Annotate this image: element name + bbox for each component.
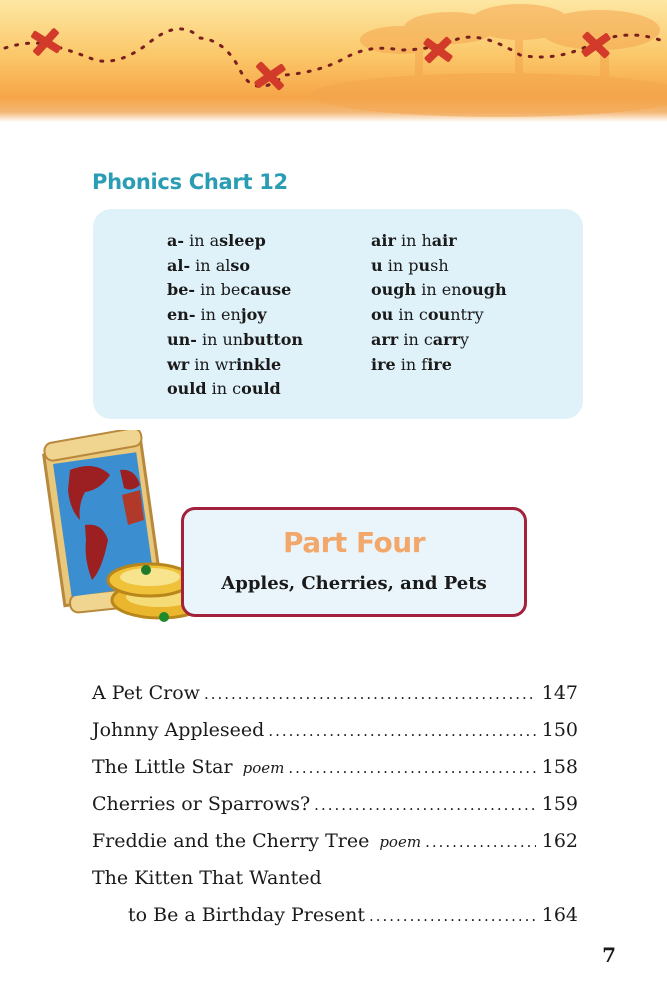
toc-leader-dots [204,685,536,703]
toc-page-number: 147 [541,682,578,704]
phonics-pattern: un- [167,329,197,349]
phonics-column-left [167,229,303,402]
phonics-example-part: in [206,379,233,399]
palm-tree-silhouettes [310,4,667,117]
phonics-example-part: in [195,280,221,300]
phonics-example-part: p [408,255,419,275]
phonics-example-part: in [196,329,223,349]
phonics-example-part: cause [240,280,292,300]
toc-title: The Little Star [92,756,233,778]
toc-page-number: 150 [541,719,578,741]
phonics-chart-item [167,328,303,353]
toc-leader-dots [314,796,536,814]
toc-entry[interactable] [92,867,578,904]
toc-title: Freddie and the Cherry Tree [92,830,370,852]
phonics-pattern: air [371,231,396,250]
phonics-example-part: f [421,354,428,374]
phonics-example-part: so [230,255,251,275]
phonics-pattern: en- [167,305,196,325]
toc-title: A Pet Crow [92,682,200,704]
phonics-pattern: al- [167,255,191,275]
phonics-chart-item [167,254,303,279]
toc-title: Cherries or Sparrows? [92,793,311,815]
part-heading-box [181,507,527,617]
toc-page-number: 164 [541,904,578,926]
phonics-chart-item [371,254,507,279]
part-subtitle: Apples, Cherries, and Pets [221,573,487,594]
phonics-chart-item [371,278,507,303]
phonics-example-part: in [382,255,409,275]
phonics-example-part: sh [430,255,449,275]
phonics-pattern: ould [167,379,207,399]
toc-leader-dots [425,833,536,851]
phonics-example-part: in [395,231,422,250]
phonics-pattern: u [371,255,383,275]
phonics-example-part: wr [214,354,237,374]
treasure-map-banner [0,0,667,122]
phonics-example-part: be [220,280,241,300]
toc-entry[interactable] [92,904,578,941]
phonics-example-part: ou [427,305,451,325]
toc-title: Johnny Appleseed [92,719,265,741]
phonics-example-part: al [215,255,231,275]
phonics-pattern: ough [371,280,417,300]
phonics-example-part: c [423,329,433,349]
phonics-chart-title: Phonics Chart 12 [92,170,288,194]
toc-title: to Be a Birthday Present [128,904,365,926]
phonics-example-part: c [418,305,428,325]
phonics-example-part: sleep [219,231,266,250]
phonics-example-part: in [393,305,419,325]
phonics-pattern: be- [167,280,196,300]
part-title: Part Four [282,526,426,559]
phonics-chart-item [167,278,303,303]
toc-leader-dots [268,722,535,740]
toc-page-number: 159 [541,793,578,815]
phonics-example-part: c [232,379,242,399]
phonics-chart-item [371,328,507,353]
phonics-chart-box [93,209,583,419]
phonics-chart-item [167,353,303,378]
x-mark-icon [29,27,62,58]
toc-page-number: 158 [541,756,578,778]
toc-page-number: 162 [541,830,578,852]
phonics-example-part: in [184,231,210,250]
phonics-example-part: in [195,305,222,325]
phonics-example-part: inkle [236,354,282,374]
phonics-example-part: a [209,231,220,250]
toc-entry[interactable] [92,830,578,867]
phonics-column-right [371,229,507,377]
phonics-chart-item [167,229,303,254]
phonics-example-part: in [189,354,215,374]
phonics-example-part: in [395,354,422,374]
toc-title: The Kitten That Wanted [92,867,322,889]
phonics-example-part: en [221,305,241,325]
toc-genre-note: poem [242,759,285,777]
phonics-example-part: joy [240,305,267,325]
phonics-pattern: a- [167,231,185,250]
toc-entry[interactable] [92,682,578,719]
phonics-pattern: wr [167,354,190,374]
toc-entry[interactable] [92,793,578,830]
phonics-pattern: ire [371,354,396,374]
phonics-example-part: air [431,231,457,250]
phonics-example-part: h [421,231,432,250]
phonics-example-part: button [243,329,304,349]
phonics-chart-item [371,353,507,378]
phonics-example-part: y [460,329,470,349]
phonics-example-part: ough [461,280,507,300]
phonics-example-part: in [190,255,216,275]
treasure-path-illustration [0,0,667,122]
toc-leader-dots [369,907,536,925]
toc-genre-note: poem [379,833,422,851]
phonics-example-part: ould [241,379,281,399]
phonics-chart-item [371,229,507,254]
phonics-chart-item [167,377,303,402]
toc-entry[interactable] [92,719,578,756]
table-of-contents [92,682,578,941]
phonics-example-part: en [441,280,462,300]
page-number: 7 [602,943,616,967]
phonics-example-part: arr [432,329,461,349]
phonics-example-part: ntry [450,305,484,325]
phonics-example-part: u [418,255,431,275]
phonics-example-part: in [416,280,442,300]
phonics-example-part: un [222,329,244,349]
phonics-pattern: ou [371,305,394,325]
phonics-example-part: in [398,329,424,349]
toc-leader-dots [288,759,535,777]
x-mark-icon [253,60,287,91]
phonics-chart-item [167,303,303,328]
phonics-chart-item [371,303,507,328]
toc-entry[interactable] [92,756,578,793]
phonics-example-part: ire [427,354,452,374]
phonics-pattern: arr [371,329,399,349]
